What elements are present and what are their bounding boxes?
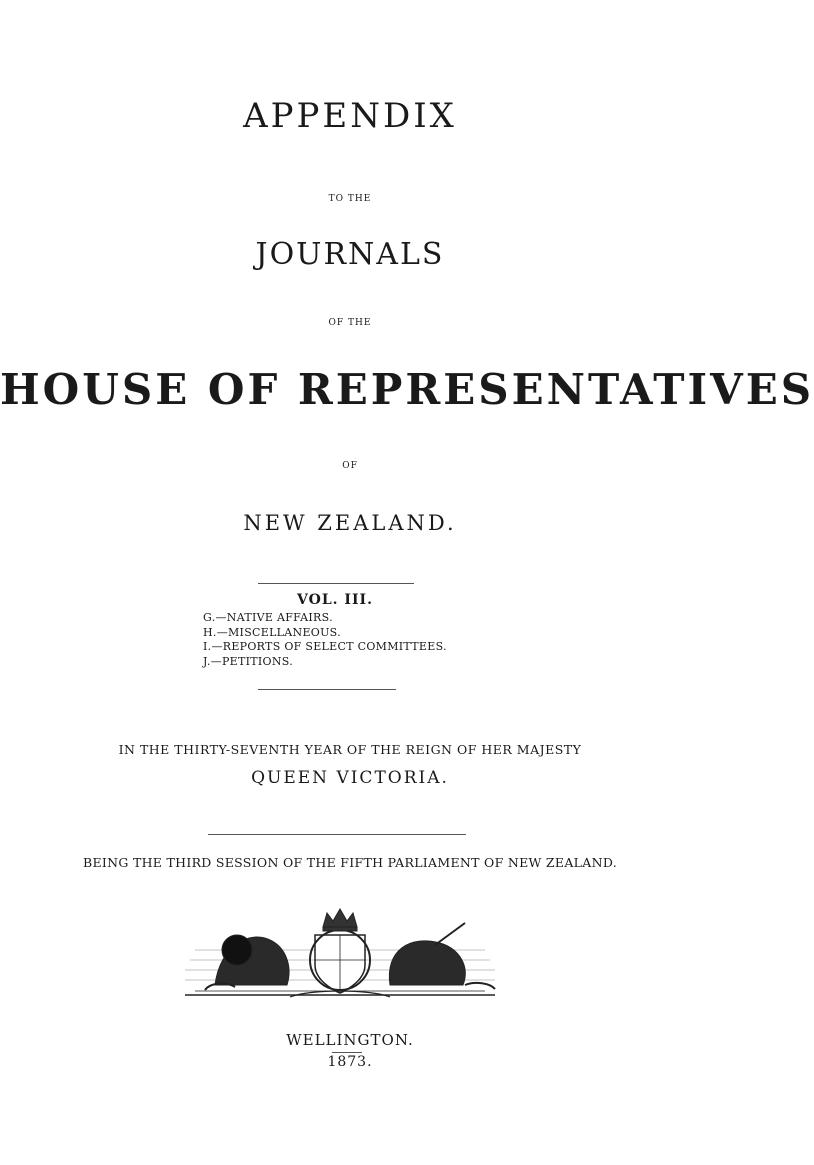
of-the-text: OF THE <box>328 318 372 328</box>
publication-year: 1873. <box>327 1054 373 1070</box>
divider-rule <box>258 689 396 690</box>
divider-rule <box>332 1052 362 1053</box>
divider-rule <box>258 583 414 584</box>
session-text: BEING THE THIRD SESSION OF THE FIFTH PARLIAMENT OF NEW ZEALAND. <box>83 855 617 870</box>
place-of-publication: WELLINGTON. <box>286 1031 414 1049</box>
contents-item: J.—PETITIONS. <box>203 654 294 668</box>
house-heading: HOUSE OF REPRESENTATIVES <box>0 365 814 414</box>
document-title: APPENDIX <box>243 96 457 136</box>
volume-label: VOL. III. <box>297 592 373 608</box>
country-heading: NEW ZEALAND. <box>243 511 457 535</box>
reign-text: IN THE THIRTY-SEVENTH YEAR OF THE REIGN OF HER MAJESTY <box>118 742 582 757</box>
contents-item: H.—MISCELLANEOUS. <box>203 625 341 639</box>
journals-heading: JOURNALS <box>255 237 445 272</box>
divider-rule <box>208 834 466 835</box>
contents-item: I.—REPORTS OF SELECT COMMITTEES. <box>203 640 447 653</box>
royal-coat-of-arms-icon <box>165 905 515 1005</box>
to-the-text: TO THE <box>328 194 372 204</box>
contents-item: G.—NATIVE AFFAIRS. <box>203 611 333 624</box>
contents-list <box>203 611 447 669</box>
of-text: OF <box>342 461 358 471</box>
queen-heading: QUEEN VICTORIA. <box>251 768 449 788</box>
